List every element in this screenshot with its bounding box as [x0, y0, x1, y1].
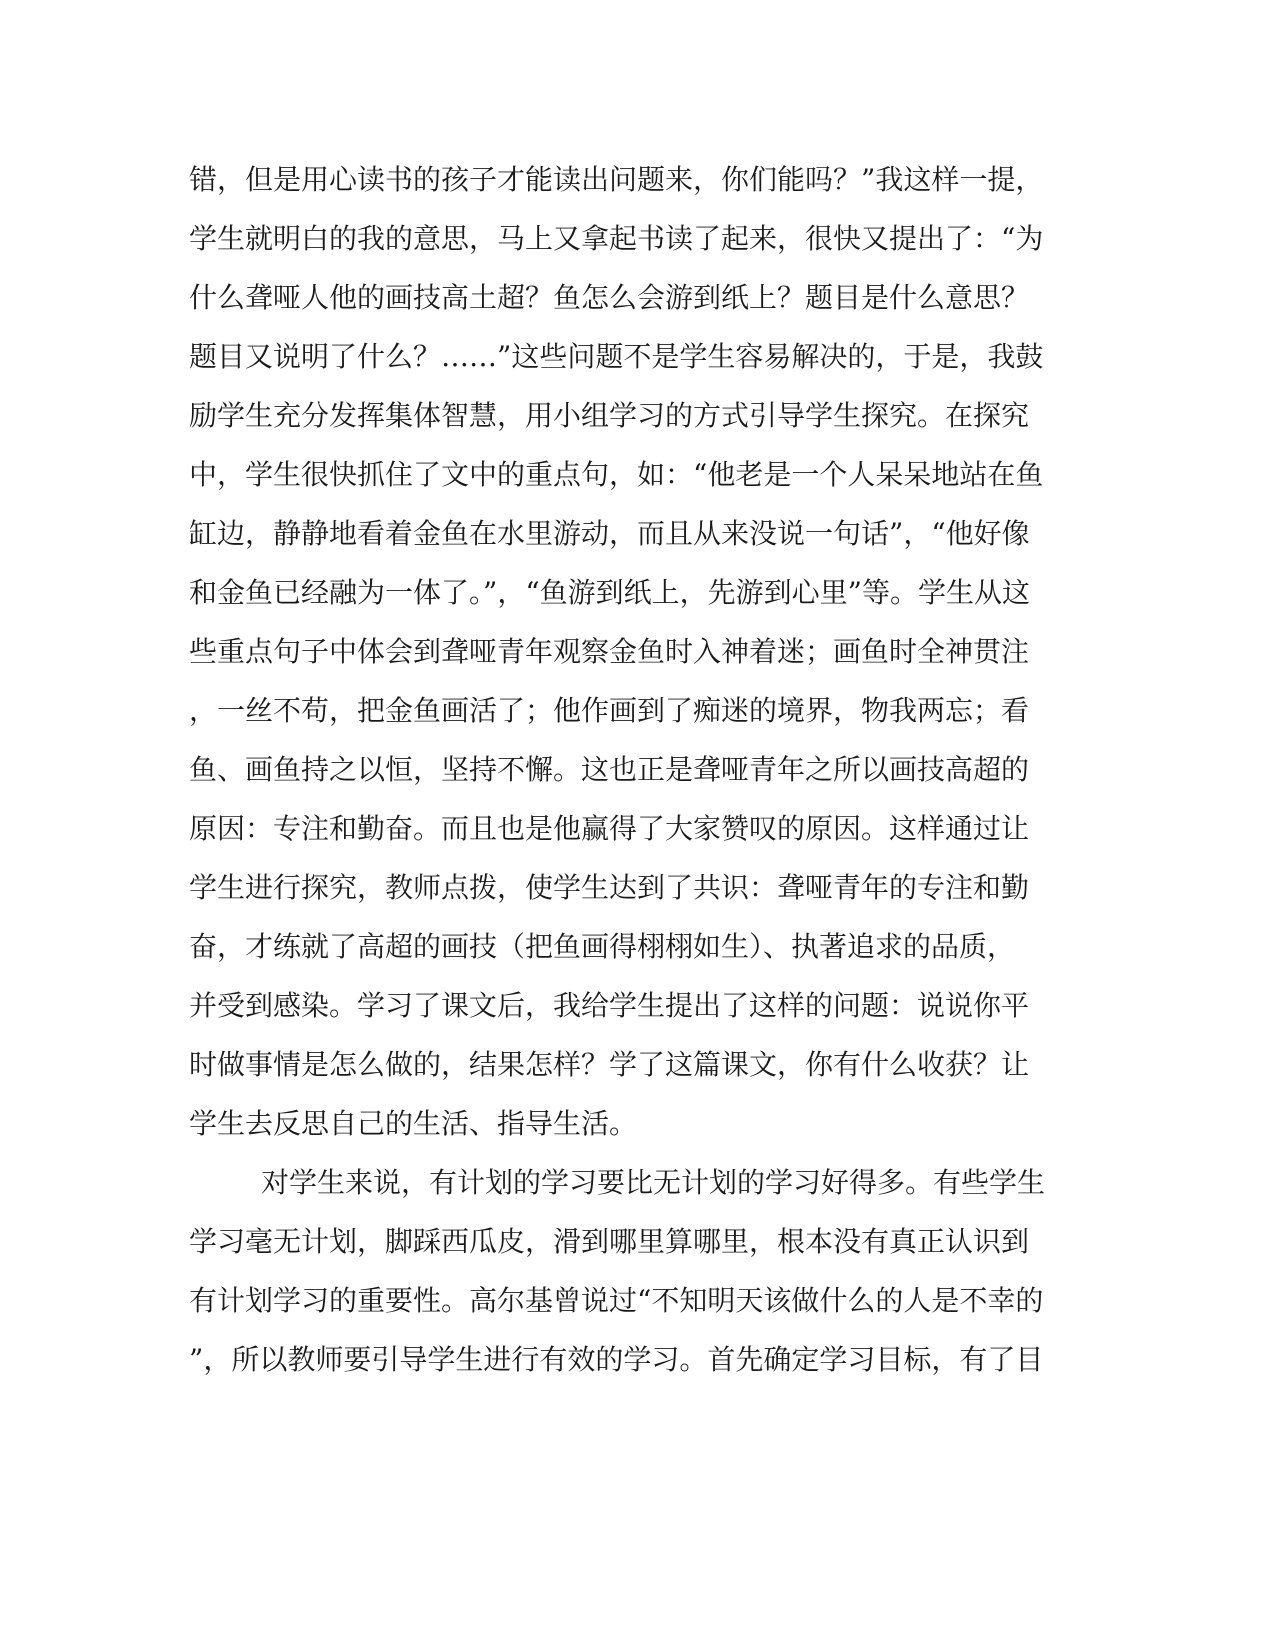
text-line-4: 题目又说明了什么？……”这些问题不是学生容易解决的，于是，我鼓: [189, 340, 1044, 373]
text-line-14: 奋，才练就了高超的画技（把鱼画得栩栩如生）、执著追求的品质，: [189, 930, 1016, 963]
text-line-16: 时做事情是怎么做的，结果怎样？学了这篇课文，你有什么收获？让: [189, 1048, 1030, 1081]
text-line-3: 什么聋哑人他的画技高土超？鱼怎么会游到纸上？题目是什么意思？: [189, 281, 1030, 314]
text-line-18: 对学生来说，有计划的学习要比无计划的学习好得多。有些学生: [261, 1166, 1046, 1199]
text-line-17: 学生去反思自己的生活、指导生活。: [189, 1107, 638, 1140]
text-line-8: 和金鱼已经融为一体了。”，“鱼游到纸上，先游到心里”等。学生从这: [189, 576, 1030, 609]
text-line-1: 错，但是用心读书的孩子才能读出问题来，你们能吗？”我这样一提，: [189, 163, 1044, 196]
text-line-13: 学生进行探究，教师点拨，使学生达到了共识：聋哑青年的专注和勤: [189, 871, 1030, 904]
text-line-19: 学习毫无计划，脚踩西瓜皮，滑到哪里算哪里，根本没有真正认识到: [189, 1225, 1030, 1258]
text-line-11: 鱼、画鱼持之以恒，坚持不懈。这也正是聋哑青年之所以画技高超的: [189, 753, 1030, 786]
text-line-2: 学生就明白的我的意思，马上又拿起书读了起来，很快又提出了：“为: [189, 222, 1044, 255]
text-line-15: 并受到感染。学习了课文后，我给学生提出了这样的问题：说说你平: [189, 989, 1030, 1022]
text-line-7: 缸边，静静地看着金鱼在水里游动，而且从来没说一句话”，“他好像: [189, 517, 1030, 550]
text-line-6: 中，学生很快抓住了文中的重点句，如：“他老是一个人呆呆地站在鱼: [189, 458, 1044, 491]
text-line-20: 有计划学习的重要性。高尔基曾说过“不知明天该做什么的人是不幸的: [189, 1284, 1044, 1317]
text-line-21: ”，所以教师要引导学生进行有效的学习。首先确定学习目标，有了目: [189, 1343, 1044, 1376]
text-line-12: 原因：专注和勤奋。而且也是他赢得了大家赞叹的原因。这样通过让: [189, 812, 1030, 845]
text-line-10: ，一丝不苟，把金鱼画活了；他作画到了痴迷的境界，物我两忘；看: [189, 694, 1030, 727]
text-line-9: 些重点句子中体会到聋哑青年观察金鱼时入神着迷；画鱼时全神贯注: [189, 635, 1030, 668]
text-line-5: 励学生充分发挥集体智慧，用小组学习的方式引导学生探究。在探究: [189, 399, 1030, 432]
